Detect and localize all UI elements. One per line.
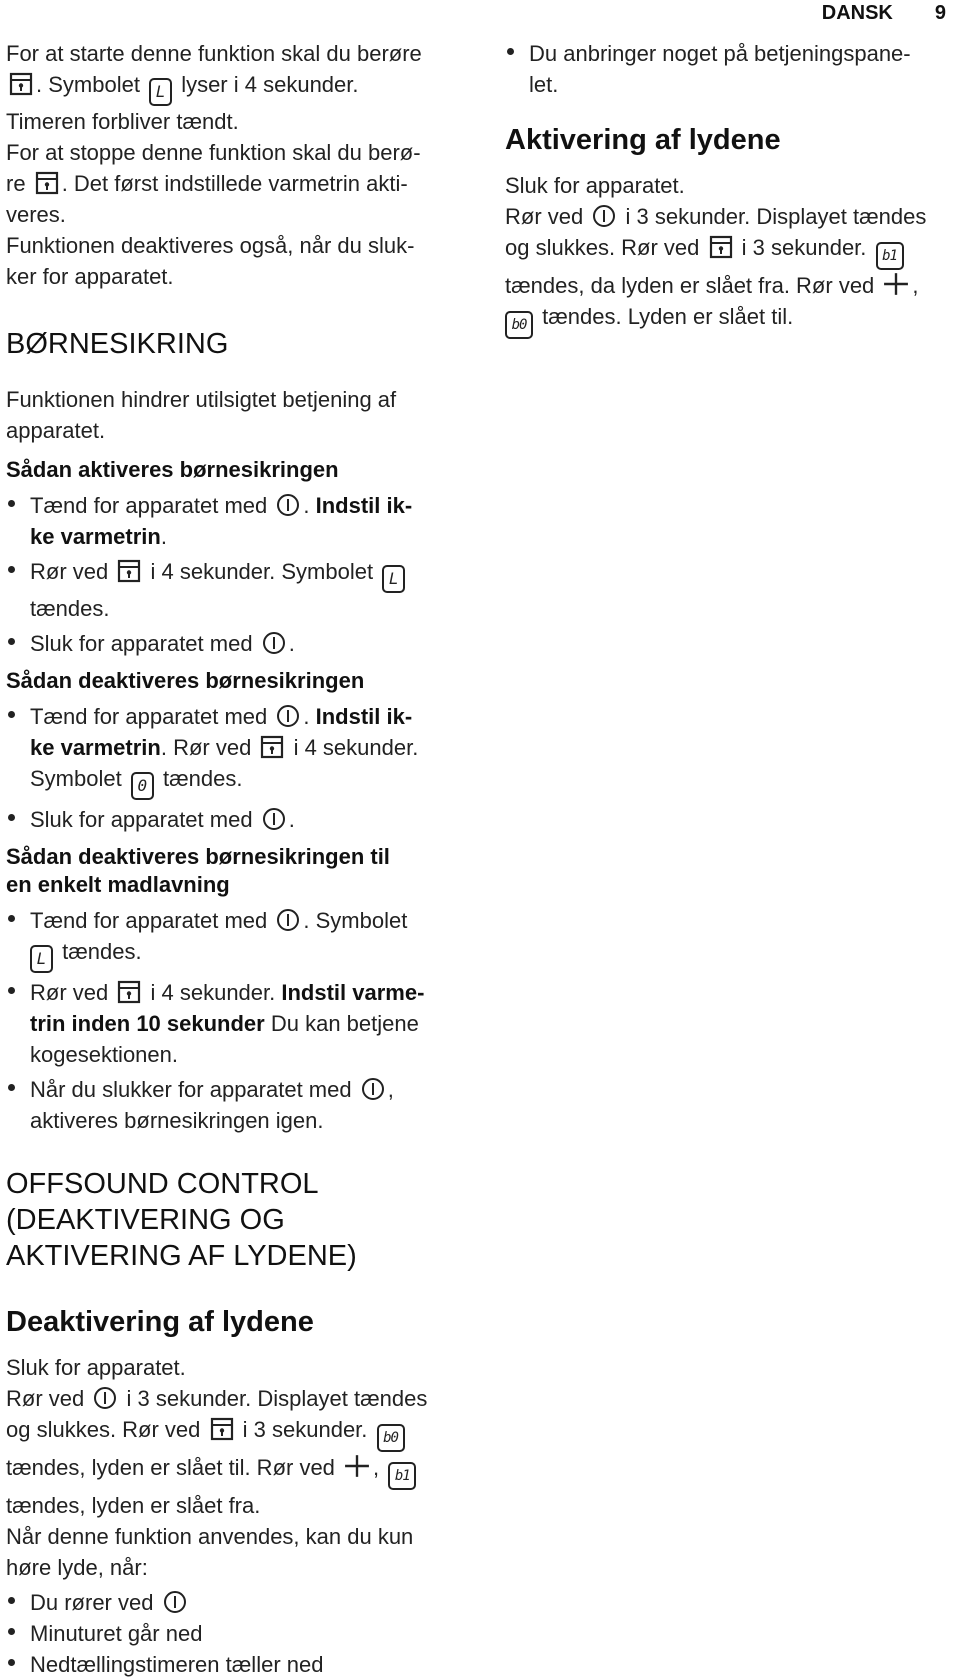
symbol-l: L	[30, 945, 53, 973]
plus-icon	[344, 1453, 370, 1479]
subheading: Sådan deaktiveres børnesikringen	[6, 668, 365, 693]
lock-icon	[9, 72, 33, 96]
symbol-l: L	[149, 78, 172, 106]
section-title-child-lock: BØRNESIKRING	[6, 328, 229, 360]
symbol-zero: 0	[131, 772, 154, 800]
header-language: DANSK	[821, 2, 893, 24]
lock-icon	[260, 735, 284, 759]
power-icon	[276, 493, 300, 517]
power-icon	[361, 1077, 385, 1101]
list-item: Rør ved i 4 sekunder. Symbolet L tændes.	[6, 556, 456, 624]
list-item: Du anbringer noget på betjeningspane- let.	[505, 38, 955, 100]
list-item: Nedtællingstimeren tæller ned	[6, 1649, 456, 1680]
bullet-list	[6, 701, 456, 835]
lock-icon	[210, 1417, 234, 1441]
list-item: Rør ved i 4 sekunder. Indstil varme- trin inden 10 sekunder Du kan betjene kogesektionen.	[6, 977, 456, 1070]
power-icon	[276, 704, 300, 728]
lock-icon	[709, 235, 733, 259]
list-item: Minuturet går ned	[6, 1618, 456, 1649]
paragraph: Når denne funktion anvendes, kan du kun høre lyde, når:	[6, 1524, 414, 1580]
power-icon	[592, 204, 616, 228]
lock-icon	[35, 171, 59, 195]
paragraph: Rør ved i 3 sekunder. Displayet tændes og slukkes. Rør ved i 3 sekunder. b1 tændes, da lyden er slået fra. Rør ved , b0 tændes. Lyden er slået til.	[505, 201, 955, 339]
symbol-b0: b0	[377, 1424, 405, 1452]
list-item: Sluk for apparatet med .	[6, 804, 456, 835]
heading-deactivate-sound: Deaktivering af lydene	[6, 1306, 314, 1338]
paragraph: Sluk for apparatet.	[505, 173, 685, 198]
power-icon	[163, 1590, 187, 1614]
paragraph: Rør ved i 3 sekunder. Displayet tændes og slukkes. Rør ved i 3 sekunder. b0 tændes, lyden er slået til. Rør ved , b1 tændes, lyden er slået fra.	[6, 1386, 428, 1518]
list-item: Tænd for apparatet med . Indstil ik- ke varmetrin. Rør ved i 4 sekunder. Symbolet 0 tændes.	[6, 701, 456, 800]
lock-icon	[117, 980, 141, 1004]
page-header	[822, 2, 946, 25]
subheading: Sådan deaktiveres børnesikringen til en enkelt madlavning	[6, 844, 390, 897]
heading-activate-sound: Aktivering af lydene	[505, 124, 781, 156]
right-column	[505, 38, 955, 339]
subheading: Sådan aktiveres børnesikringen	[6, 457, 339, 482]
symbol-b1: b1	[388, 1462, 416, 1490]
list-item: Tænd for apparatet med . Indstil ik- ke varmetrin.	[6, 490, 456, 552]
list-item: Sluk for apparatet med .	[6, 628, 456, 659]
bullet-list	[6, 1587, 456, 1680]
power-icon	[262, 631, 286, 655]
paragraph: Funktionen deaktiveres også, når du sluk- ker for apparatet.	[6, 233, 415, 289]
bullet-list	[505, 38, 955, 100]
symbol-b1: b1	[876, 242, 904, 270]
list-item: Du rører ved	[6, 1587, 456, 1618]
paragraph: For at stoppe denne funktion skal du berø- re . Det først indstillede varmetrin akti- veres.	[6, 140, 421, 227]
bullet-list	[6, 905, 456, 1136]
list-item: Når du slukker for apparatet med , aktiveres børnesikringen igen.	[6, 1074, 456, 1136]
power-icon	[93, 1386, 117, 1410]
symbol-l: L	[382, 565, 405, 593]
symbol-b0: b0	[505, 311, 533, 339]
list-item: Tænd for apparatet med . Symbolet L tændes.	[6, 905, 456, 973]
paragraph: Timeren forbliver tændt.	[6, 109, 239, 134]
plus-icon	[883, 271, 909, 297]
page-number: 9	[934, 2, 946, 24]
left-column	[6, 38, 456, 1680]
lock-icon	[117, 559, 141, 583]
paragraph: Sluk for apparatet.	[6, 1355, 186, 1380]
bullet-list	[6, 490, 456, 659]
paragraph: For at starte denne funktion skal du berøre . Symbolet L lyser i 4 sekunder.	[6, 38, 456, 106]
power-icon	[276, 908, 300, 932]
power-icon	[262, 807, 286, 831]
paragraph: Funktionen hindrer utilsigtet betjening af apparatet.	[6, 387, 397, 443]
section-title-offsound: OFFSOUND CONTROL (DEAKTIVERING OG AKTIVERING AF LYDENE)	[6, 1168, 357, 1272]
